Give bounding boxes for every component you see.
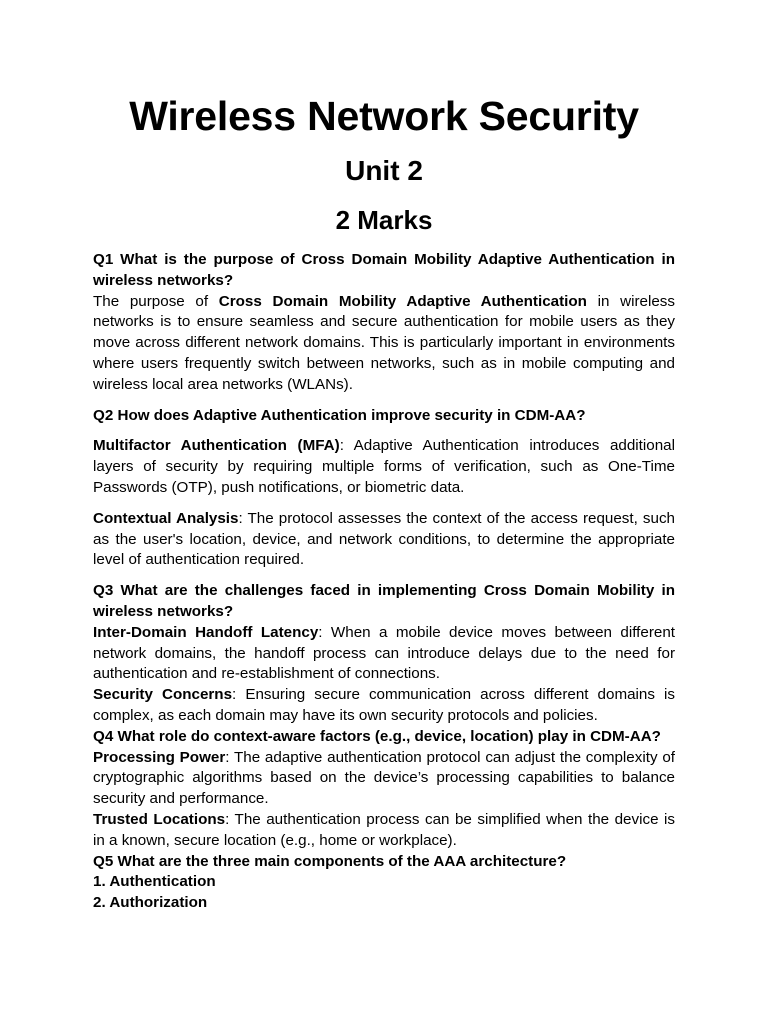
question-1: Q1 What is the purpose of Cross Domain Mobility Adaptive Authentication in wireless networks? bbox=[93, 251, 675, 289]
unit-heading: Unit 2 bbox=[345, 155, 423, 186]
answer-4-point-2 bbox=[93, 810, 675, 852]
answer-4-term-1: Processing Power bbox=[93, 748, 226, 766]
answer-1 bbox=[93, 292, 675, 396]
list-item: 1. Authentication bbox=[93, 873, 216, 891]
answer-4-point-1 bbox=[93, 748, 675, 810]
question-3: Q3 What are the challenges faced in implementing Cross Domain Mobility in wireless networks? bbox=[93, 582, 675, 620]
answer-1-prefix: The purpose of bbox=[93, 292, 219, 310]
question-5: Q5 What are the three main components of the AAA architecture? bbox=[93, 852, 567, 870]
question-4: Q4 What role do context-aware factors (e.g., device, location) play in CDM-AA? bbox=[93, 727, 661, 745]
document-body bbox=[93, 250, 675, 914]
answer-3-point-1 bbox=[93, 623, 675, 685]
spacer bbox=[93, 499, 675, 509]
question-2: Q2 How does Adaptive Authentication improve security in CDM-AA? bbox=[93, 406, 586, 424]
spacer bbox=[93, 571, 675, 581]
document-title: Wireless Network Security bbox=[129, 93, 639, 139]
answer-3-term-1: Inter-Domain Handoff Latency bbox=[93, 623, 319, 641]
answer-2-point-2 bbox=[93, 509, 675, 571]
answer-4-term-2: Trusted Locations bbox=[93, 810, 226, 828]
answer-1-text: in wireless networks is to ensure seamless and secure authentication for mobile users as they move across different network domains. This is particularly important in environments where users frequently switch between networks, such as in mobile computing and wireless local area networks (WLANs). bbox=[93, 292, 675, 393]
answer-4-text-1: : The adaptive authentication protocol can adjust the complexity of cryptographic algorithms based on the device’s processing capabilities to balance security and performance. bbox=[93, 748, 675, 808]
answer-2-point-1 bbox=[93, 436, 675, 498]
answer-1-term: Cross Domain Mobility Adaptive Authentication bbox=[218, 292, 587, 310]
answer-2-term-1: Multifactor Authentication (MFA) bbox=[93, 437, 340, 455]
answer-4-text-2: : The authentication process can be simplified when the device is in a known, secure location (e.g., home or workplace). bbox=[93, 810, 675, 849]
spacer bbox=[93, 396, 675, 406]
answer-3-point-2 bbox=[93, 685, 675, 727]
answer-3-text-1: : When a mobile device moves between different network domains, the handoff process can introduce delays due to the need for authentication and re-establishment of connections. bbox=[93, 623, 675, 683]
list-item: 2. Authorization bbox=[93, 894, 208, 912]
spacer bbox=[93, 426, 675, 436]
answer-3-text-2: : Ensuring secure communication across different domains is complex, as each domain may have its own security protocols and policies. bbox=[93, 686, 675, 724]
answer-2-text-2: : The protocol assesses the context of the access request, such as the user's location, device, and network conditions, to determine the appropriate level of authentication required. bbox=[93, 509, 675, 569]
answer-3-term-2: Security Concerns bbox=[93, 686, 233, 704]
marks-heading: 2 Marks bbox=[335, 205, 433, 235]
answer-2-term-2: Contextual Analysis bbox=[93, 509, 239, 527]
answer-2-text-1: : Adaptive Authentication introduces additional layers of security by requiring multiple forms of verification, such as One-Time Passwords (OTP), push notifications, or biometric data. bbox=[93, 437, 675, 496]
